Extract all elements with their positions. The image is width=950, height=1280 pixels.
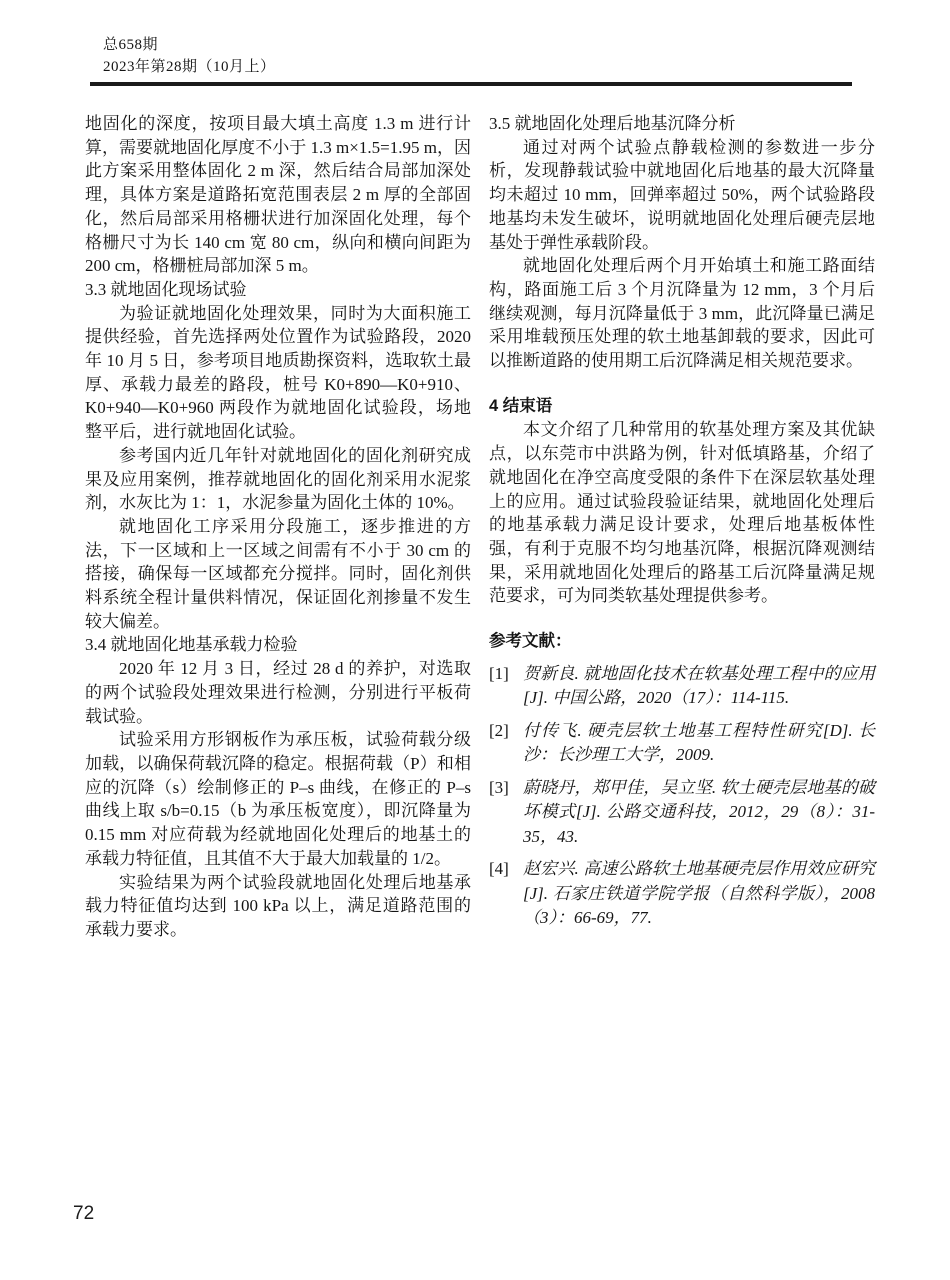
- paragraph: 本文介绍了几种常用的软基处理方案及其优缺点，以东莞市中洪路为例，针对低填路基，介绍了就地固化在净空高度受限的条件下在深层软基处理上的应用。通过试验段验证结果，就地固化处理后的地基承载力满足设计要求，处理后地基板体性强，有利于克服不均匀地基沉降，根据沉降观测结果，采用就地固化处理后的路基工后沉降量满足规范要求，可为同类软基处理提供参考。: [489, 420, 875, 606]
- reference-label: [3]: [489, 777, 509, 797]
- reference-text: 赵宏兴. 高速公路软土地基硬壳层作用效应研究[J]. 石家庄铁道学院学报（自然科学版），2008（3）：66-69，77.: [523, 859, 875, 928]
- paragraph: 参考国内近几年针对就地固化的固化剂研究成果及应用案例，推荐就地固化的固化剂采用水泥浆剂，水灰比为 1：1，水泥参量为固化土体的 10%。: [85, 445, 471, 513]
- paragraph: 试验采用方形钢板作为承压板，试验荷载分级加载，以确保荷载沉降的稳定。根据荷载（P）和相应的沉降（s）绘制修正的 P–s 曲线，在修正的 P–s 曲线上取 s/b=0.15（b 为承压板宽度），即沉降量为 0.15 mm 对应荷载为经就地固化处理后的地基土的承载力特征值，且其值不大于最大加载量的 1/2。: [85, 730, 471, 868]
- paragraph: 就地固化工序采用分段施工，逐步推进的方法，下一区域和上一区域之间需有不小于 30 cm 的搭接，确保每一区域都充分搅拌。同时，固化剂供料系统全程计量供料情况，保证固化剂掺量不发生较大偏差。: [85, 516, 471, 631]
- header-volume: 总658期: [103, 37, 159, 53]
- reference-item: [489, 776, 875, 850]
- reference-text: 贺新良. 就地固化技术在软基处理工程中的应用[J]. 中国公路，2020（17）：114-115.: [523, 663, 875, 708]
- reference-label: [2]: [489, 720, 509, 740]
- page-header: [103, 34, 276, 78]
- reference-label: [1]: [489, 663, 509, 683]
- paragraph: 实验结果为两个试验段就地固化处理后地基承载力特征值均达到 100 kPa 以上，满足道路范围的承载力要求。: [85, 872, 471, 939]
- section-heading-3-3: 3.3 就地固化现场试验: [85, 279, 247, 299]
- references-list: [489, 662, 875, 931]
- reference-item: [489, 857, 875, 931]
- section-heading-3-4: 3.4 就地固化地基承载力检验: [85, 635, 298, 655]
- paragraph: 2020 年 12 月 3 日，经过 28 d 的养护，对选取的两个试验段处理效果进行检测，分别进行平板荷载试验。: [85, 659, 471, 726]
- reference-item: [489, 719, 875, 768]
- paragraph: 通过对两个试验点静载检测的参数进一步分析，发现静载试验中就地固化后地基的最大沉降量均未超过 10 mm，回弹率超过 50%，两个试验路段地基均未发生破坏，说明就地固化处理后硬壳层地基处于弹性承载阶段。: [489, 137, 875, 252]
- left-column: [85, 112, 471, 942]
- header-divider-rule: [90, 82, 852, 86]
- paragraph-continuation: 地固化的深度，按项目最大填土高度 1.3 m 进行计算，需要就地固化厚度不小于 1.3 m×1.5=1.95 m，因此方案采用整体固化 2 m 深，然后结合局部加深处理，具体方案是道路拓宽范围表层 2 m 厚的全部固化，然后局部采用格栅状进行加深固化处理，每个格栅尺寸为长 140 cm 宽 80 cm，纵向和横向间距为 200 cm，格栅桩局部加深 5 m。: [85, 114, 471, 276]
- article-body: [85, 112, 875, 942]
- reference-text: 付传飞. 硬壳层软土地基工程特性研究[D]. 长沙：长沙理工大学，2009.: [523, 720, 875, 765]
- paragraph: 就地固化处理后两个月开始填土和施工路面结构，路面施工后 3 个月沉降量为 12 mm，3 个月后继续观测，每月沉降量低于 3 mm，此沉降量已满足采用堆载预压处理的软土地基卸载的要求，因此可以推断道路的使用期工后沉降满足相关规范要求。: [489, 256, 875, 371]
- page-number: 72: [73, 1203, 95, 1224]
- reference-item: [489, 662, 875, 711]
- reference-text: 蔚晓丹，郑甲佳，吴立坚. 软土硬壳层地基的破坏模式[J]. 公路交通科技，2012，29（8）：31-35，43.: [523, 777, 875, 846]
- reference-label: [4]: [489, 859, 509, 879]
- header-issue: 2023年第28期（10月上）: [103, 59, 276, 75]
- references-heading: 参考文献：: [489, 632, 572, 651]
- section-heading-3-5: 3.5 就地固化处理后地基沉降分析: [489, 114, 736, 133]
- section-heading-4: 4 结束语: [489, 396, 553, 415]
- right-column: [489, 112, 875, 942]
- paragraph: 为验证就地固化处理效果，同时为大面积施工提供经验，首先选择两处位置作为试验路段，2020 年 10 月 5 日，参考项目地质勘探资料，选取软土最厚、承载力最差的路段，桩号 K0+890—K0+910、K0+940—K0+960 两段作为就地固化试验段，场地整平后，进行就地固化试验。: [85, 303, 471, 442]
